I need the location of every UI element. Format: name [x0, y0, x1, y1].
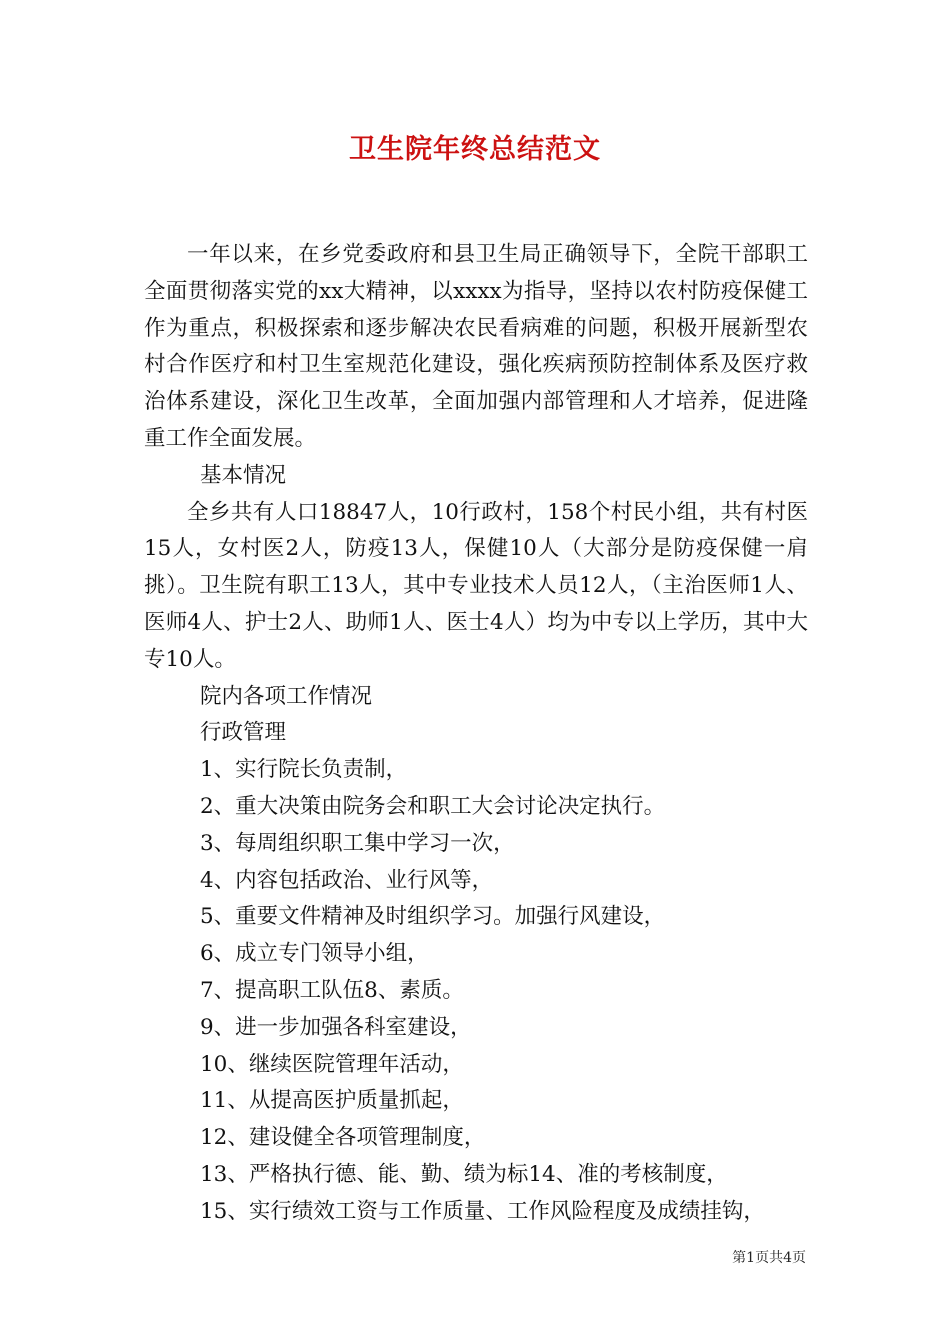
- document-title: 卫生院年终总结范文: [349, 134, 601, 165]
- list-item: 2、重大决策由院务会和职工大会讨论决定执行。: [200, 793, 666, 819]
- intro-paragraph: 一年以来，在乡党委政府和县卫生局正确领导下，全院干部职工全面贯彻落实党的xx大精神，以xxxx为指导，坚持以农村防疫保健工作为重点，积极探索和逐步解决农民看病难的问题，积极开展新型农村合作医疗和村卫生室规范化建设，强化疾病预防控制体系及医疗救治体系建设，深化卫生改革，全面加强内部管理和人才培养，促进隆重工作全面发展。: [144, 242, 808, 451]
- list-item: 12、建设健全各项管理制度，: [200, 1125, 486, 1151]
- list-item: 1、实行院长负责制，: [200, 757, 408, 783]
- basic-paragraph: 全乡共有人口18847人，10行政村，158个村民小组，共有村医15人，女村医2人，防疫13人，保健10人（大部分是防疫保健一肩挑）。卫生院有职工13人，其中专业技术人员12人，（主治医师1人、医师4人、护士2人、助师1人、医士4人）均为中专以上学历，其中大专10人。: [144, 499, 808, 672]
- list-item: 15、实行绩效工资与工作质量、工作风险程度及成绩挂钩，: [200, 1198, 765, 1224]
- section-heading-work: 院内各项工作情况: [200, 683, 373, 709]
- list-item: 6、成立专门领导小组，: [200, 941, 429, 967]
- list-item: 9、进一步加强各科室建设，: [200, 1014, 472, 1040]
- list-item: 7、提高职工队伍8、素质。: [200, 977, 464, 1003]
- document-body: [144, 237, 808, 1231]
- list-item: 3、每周组织职工集中学习一次，: [200, 830, 515, 856]
- list-item: 5、重要文件精神及时组织学习。加强行风建设，: [200, 904, 666, 930]
- page-number-footer: 第1页共4页: [732, 1250, 806, 1266]
- list-item: 4、内容包括政治、业行风等，: [200, 867, 494, 893]
- section-heading-admin: 行政管理: [200, 720, 287, 746]
- list-item: 13、严格执行德、能、勤、绩为标14、准的考核制度，: [200, 1161, 728, 1187]
- section-heading-basic: 基本情况: [200, 462, 287, 488]
- list-item: 10、继续医院管理年活动，: [200, 1051, 464, 1077]
- list-item: 11、从提高医护质量抓起，: [200, 1088, 464, 1114]
